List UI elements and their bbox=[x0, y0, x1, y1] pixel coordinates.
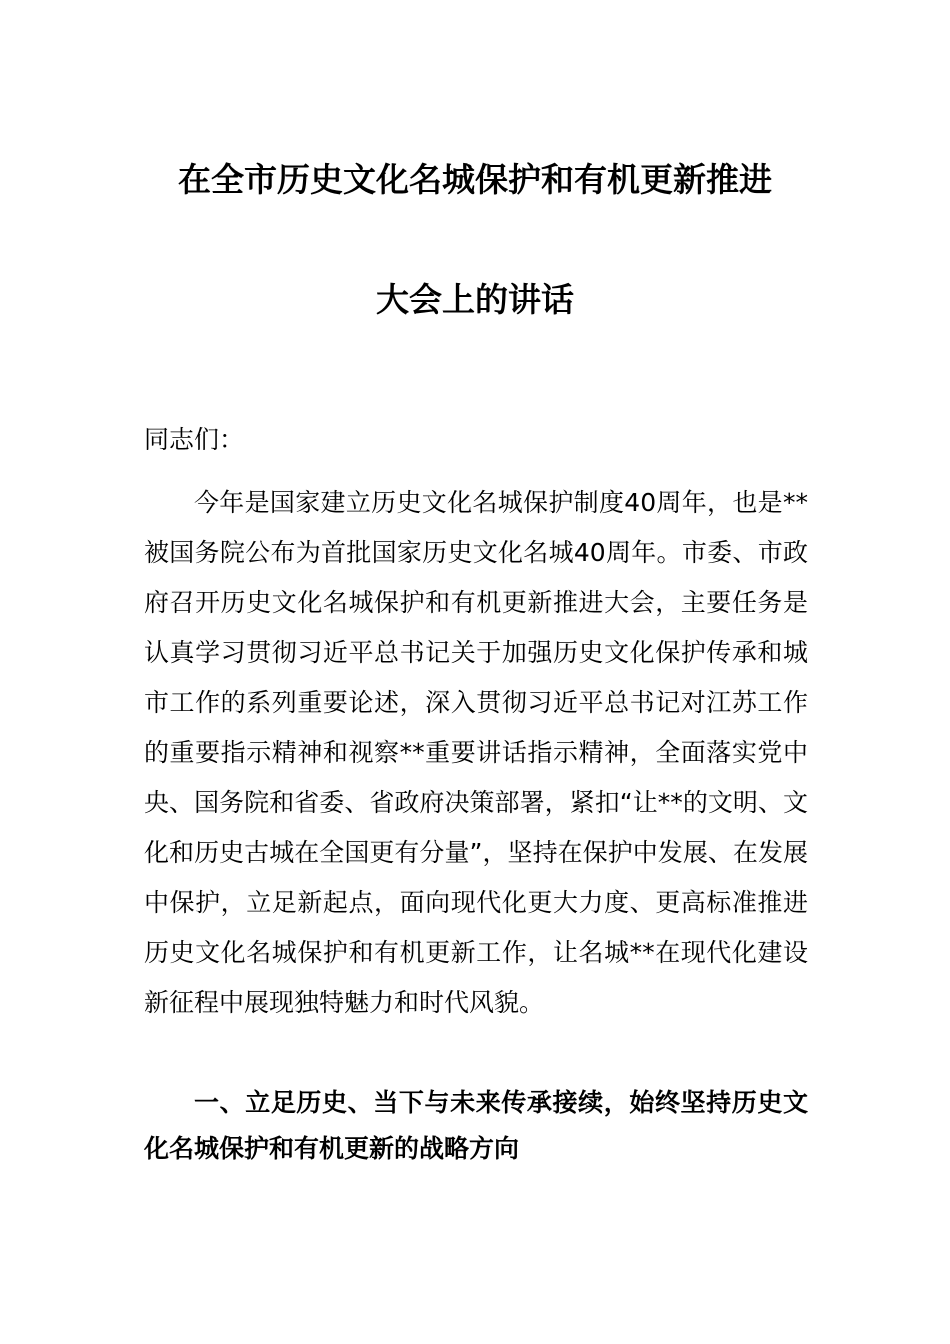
salutation: 同志们： bbox=[144, 425, 245, 454]
document-title-line-1: 在全市历史文化名城保护和有机更新推进 bbox=[178, 160, 772, 199]
paragraph-intro: 今年是国家建立历史文化名城保护制度40周年，也是**被国务院公布为首批国家历史文化名城40周年。市委、市政府召开历史文化名城保护和有机更新推进大会，主要任务是认真学习贯彻习近平总书记关于加强历史文化保护传承和城市工作的系列重要论述，深入贯彻习近平总书记对江苏工作的重要指示精神和视察**重要讲话指示精神，全面落实党中央、国务院和省委、省政府决策部署，紧扣“让**的文明、文化和历史古城在全国更有分量”，坚持在保护中发展、在发展中保护，立足新起点，面向现代化更大力度、更高标准推进历史文化名城保护和有机更新工作，让名城**在现代化建设新征程中展现独特魅力和时代风貌。 bbox=[144, 488, 808, 1017]
section-heading-1: 一、立足历史、当下与未来传承接续，始终坚持历史文化名城保护和有机更新的战略方向 bbox=[144, 1088, 808, 1163]
document-title-line-2: 大会上的讲话 bbox=[376, 280, 574, 319]
